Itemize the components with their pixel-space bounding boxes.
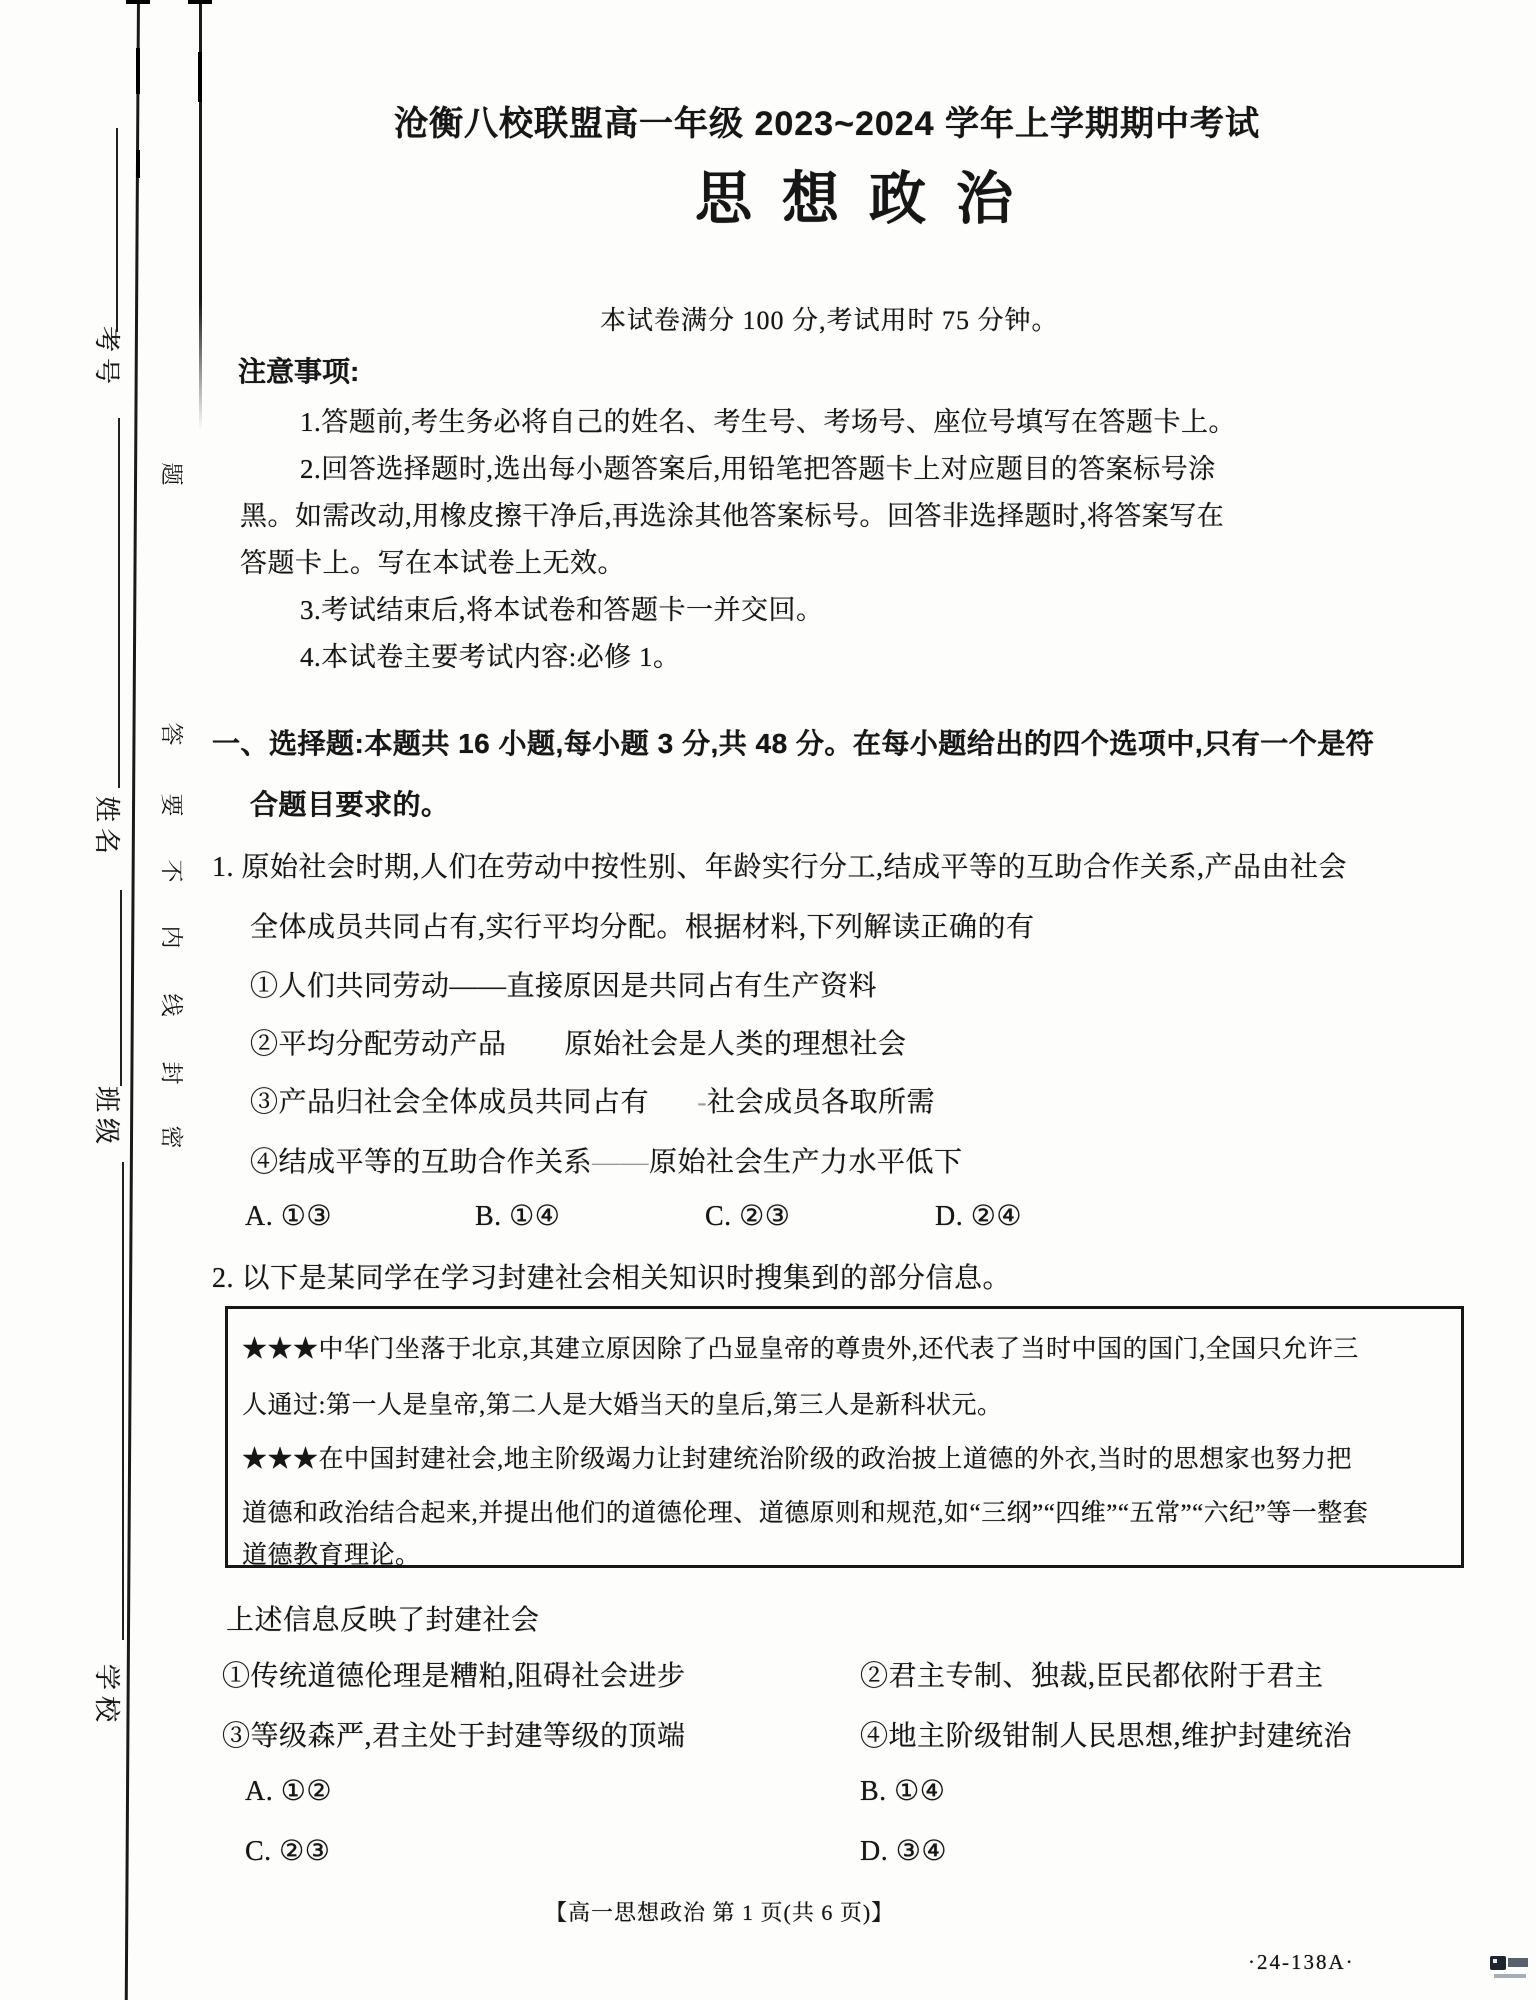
item-dash-faded: - (697, 1087, 708, 1118)
item-text: ①人们共同劳动 (250, 971, 450, 1002)
question2-option-c: C. ②③ (245, 1836, 331, 1867)
seal-field-label-text: 考号 (92, 325, 121, 390)
fold-line-mark (198, 52, 202, 102)
exam-number-fill-line (116, 128, 118, 332)
item-text: ②平均分配劳动产品 (250, 1029, 507, 1060)
question2-item-4: ④地主阶级钳制人民思想,维护封建统治 (860, 1721, 1353, 1752)
fold-line-cap (126, 0, 150, 4)
question1-option-a: A. ①③ (245, 1201, 332, 1232)
seal-phrase-char: 不 (159, 859, 184, 883)
material-box-line: 人通过:第一人是皇帝,第二人是大婚当天的皇后,第三人是新科状元。 (242, 1392, 1003, 1419)
watermark-text-mark (1508, 1958, 1528, 1967)
notice-line: 3.考试结束后,将本试卷和答题卡一并交回。 (300, 595, 824, 625)
item-text: 原始社会生产力水平低下 (649, 1147, 963, 1178)
school-fill-line (122, 1162, 124, 1640)
question1-stem-line1: 1. 原始社会时期,人们在劳动中按性别、年龄实行分工,结成平等的互助合作关系,产品由社会 (212, 852, 1348, 883)
exam-title: 沧衡八校联盟高一年级 2023~2024 学年上学期期中考试 (394, 105, 1261, 143)
item-dash-faded: —— (592, 1147, 650, 1178)
material-box-line: 道德教育理论。 (242, 1542, 421, 1569)
question1-item-2 (250, 1022, 907, 1062)
section-one-heading: 一、选择题:本题共 16 小题,每小题 3 分,共 48 分。在每小题给出的四个选项中,只有一个是符 (212, 728, 1375, 759)
question1-stem-line2: 全体成员共同占有,实行平均分配。根据材料,下列解读正确的有 (250, 912, 1035, 943)
watermark-badge-icon (1490, 1956, 1506, 1970)
footer-page-info: 【高一思想政治 第 1 页(共 6 页)】 (545, 1900, 895, 1925)
item-text: 社会成员各取所需 (707, 1087, 936, 1118)
seal-field-label-school (92, 1658, 127, 1734)
question2-option-b: B. ①④ (860, 1776, 946, 1807)
seal-phrase-char: 答 (159, 722, 184, 746)
seal-phrase-char: 封 (159, 1061, 184, 1085)
exam-info-line: 本试卷满分 100 分,考试用时 75 分钟。 (600, 306, 1059, 335)
subject-title: 思想政治 (695, 167, 1043, 231)
question2-item-3: ③等级森严,君主处于封建等级的顶端 (222, 1721, 686, 1752)
item-text: ③产品归社会全体成员共同占有 (250, 1087, 650, 1118)
question2-option-d: D. ③④ (860, 1836, 947, 1867)
notice-heading: 注意事项: (238, 356, 360, 387)
seal-phrase-char: 密 (159, 1125, 184, 1149)
fold-line-mark (136, 48, 140, 94)
material-box-line: 道德和政治结合起来,并提出他们的道德伦理、道德原则和规范,如“三纲”“四维”“五常”“六纪”等一整套 (242, 1500, 1369, 1527)
question2-stem: 2. 以下是某同学在学习封建社会相关知识时搜集到的部分信息。 (212, 1263, 1012, 1294)
footer-paper-code: ·24-138A· (1248, 1950, 1355, 1974)
seal-field-label-text: 学校 (92, 1663, 121, 1728)
question1-item-3 (250, 1080, 935, 1120)
name-fill-line (118, 418, 120, 788)
material-box-line: ★★★在中国封建社会,地主阶级竭力让封建统治阶级的政治披上道德的外衣,当时的思想家也努力把 (242, 1446, 1353, 1473)
seal-phrase-char: 要 (159, 793, 184, 817)
material-box-line: ★★★中华门坐落于北京,其建立原因除了凸显皇帝的尊贵外,还代表了当时中国的国门,全国只允许三 (242, 1336, 1359, 1363)
seal-phrase-char: 内 (159, 925, 184, 949)
fold-line-cap (188, 0, 212, 4)
seal-phrase-char: 线 (159, 993, 184, 1017)
item-text: 直接原因是共同占有生产资料 (506, 971, 878, 1002)
notice-line: 4.本试卷主要考试内容:必修 1。 (300, 642, 681, 672)
question2-item-2: ②君主专制、独裁,臣民都依附于君主 (860, 1661, 1324, 1692)
item-text: ④结成平等的互助合作关系 (250, 1147, 593, 1178)
section-one-heading-wrap: 合题目要求的。 (250, 789, 450, 820)
notice-line: 黑。如需改动,用橡皮擦干净后,再选涂其他答案标号。回答非选择题时,将答案写在 (240, 501, 1225, 531)
seal-field-label-exam-number (92, 320, 127, 396)
class-fill-line (120, 890, 122, 1086)
notice-line: 1.答题前,考生务必将自己的姓名、考生号、考场号、座位号填写在答题卡上。 (300, 407, 1236, 437)
question2-option-a: A. ①② (245, 1776, 332, 1807)
seal-field-label-text: 班级 (92, 1085, 121, 1150)
seal-field-label-text: 姓名 (92, 795, 121, 860)
seal-fold-line (125, 0, 140, 2000)
seal-field-label-class (92, 1080, 127, 1156)
question1-option-c: C. ②③ (705, 1201, 791, 1232)
question1-option-b: B. ①④ (475, 1201, 561, 1232)
seal-phrase-char: 题 (159, 462, 184, 486)
seal-field-label-name (92, 790, 127, 866)
item-text: 原始社会是人类的理想社会 (564, 1029, 907, 1060)
question2-material-box (225, 1306, 1464, 1568)
question1-item-4 (250, 1140, 963, 1180)
watermark-subtext-mark (1494, 1974, 1526, 1978)
question2-prompt: 上述信息反映了封建社会 (226, 1605, 540, 1636)
notice-line: 答题卡上。写在本试卷上无效。 (240, 548, 625, 578)
notice-line: 2.回答选择题时,选出每小题答案后,用铅笔把答题卡上对应题目的答案标号涂 (300, 454, 1216, 484)
question1-option-d: D. ②④ (935, 1201, 1022, 1232)
item-dash: —— (449, 971, 507, 1002)
fold-line-mark (136, 150, 140, 178)
question1-item-1 (250, 964, 877, 1004)
watermark-logo (1490, 1956, 1530, 1984)
question2-item-1: ①传统道德伦理是糟粕,阻碍社会进步 (222, 1661, 686, 1692)
